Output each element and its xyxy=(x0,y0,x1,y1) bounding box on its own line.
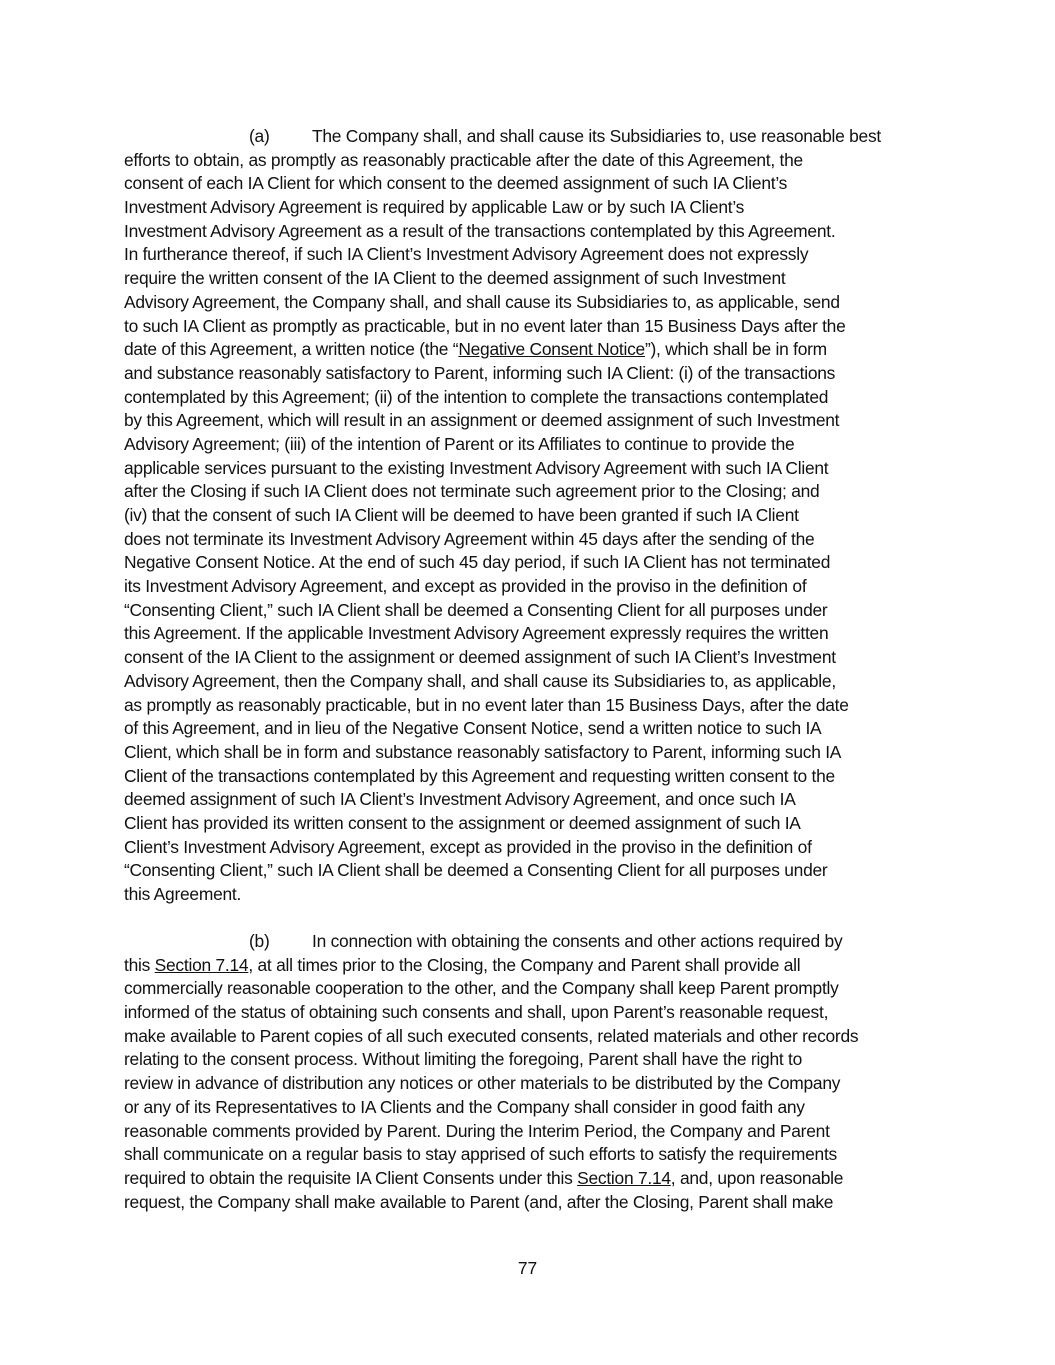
paragraph-line: (iv) that the consent of such IA Client will be deemed to have been granted if such IA Client xyxy=(124,505,799,525)
paragraph-b xyxy=(124,930,936,1214)
paragraph-line: consent of the IA Client to the assignment or deemed assignment of such IA Client’s Investment xyxy=(124,647,836,668)
paragraph-line: date of this Agreement, a written notice (the “Negative Consent Notice”), which shall be in form xyxy=(124,339,827,360)
paragraph-line: applicable services pursuant to the existing Investment Advisory Agreement with such IA Client xyxy=(124,457,829,478)
paragraph-line: Investment Advisory Agreement as a result of the transactions contemplated by this Agreement. xyxy=(124,220,836,241)
paragraph-line: this Agreement. If the applicable Investment Advisory Agreement expressly requires the written xyxy=(124,623,829,644)
paragraph-line: “Consenting Client,” such IA Client shall be deemed a Consenting Client for all purposes under xyxy=(124,860,828,881)
paragraph-line: this Agreement. xyxy=(124,884,242,904)
paragraph-line: or any of its Representatives to IA Clients and the Company shall consider in good faith any xyxy=(124,1096,805,1117)
paragraph-line: consent of each IA Client for which consent to the deemed assignment of such IA Client’s xyxy=(124,173,788,194)
paragraph-line: Client of the transactions contemplated by this Agreement and requesting written consent to the xyxy=(124,765,835,786)
paragraph-line: “Consenting Client,” such IA Client shall be deemed a Consenting Client for all purposes under xyxy=(124,599,828,620)
paragraph-line: contemplated by this Agreement; (ii) of the intention to complete the transactions contemplated xyxy=(124,386,829,407)
paragraph-line: Advisory Agreement, then the Company shall, and shall cause its Subsidiaries to, as applicable, xyxy=(124,670,836,691)
section-reference: Section 7.14 xyxy=(577,1167,671,1188)
paragraph-a xyxy=(124,125,936,907)
paragraph-line: reasonable comments provided by Parent. During the Interim Period, the Company and Parent xyxy=(124,1120,830,1141)
paragraph-label: (a) xyxy=(249,126,270,146)
paragraph-line: commercially reasonable cooperation to the other, and the Company shall keep Parent promptly xyxy=(124,978,839,999)
paragraph-line: review in advance of distribution any notices or other materials to be distributed by the Company xyxy=(124,1073,841,1094)
paragraph-line: require the written consent of the IA Client to the deemed assignment of such Investment xyxy=(124,268,786,289)
paragraph-line: its Investment Advisory Agreement, and except as provided in the proviso in the definition of xyxy=(124,576,807,597)
paragraph-line: Advisory Agreement, the Company shall, and shall cause its Subsidiaries to, as applicable, send xyxy=(124,291,840,312)
paragraph-line: In furtherance thereof, if such IA Client’s Investment Advisory Agreement does not expressly xyxy=(124,244,809,265)
paragraph-line: Client, which shall be in form and substance reasonably satisfactory to Parent, informing such IA xyxy=(124,741,842,762)
paragraph-line: to such IA Client as promptly as practicable, but in no event later than 15 Business Days after the xyxy=(124,315,846,336)
paragraph-line: make available to Parent copies of all such executed consents, related materials and other records xyxy=(124,1025,859,1046)
paragraph-line: after the Closing if such IA Client does not terminate such agreement prior to the Closing; and xyxy=(124,481,820,502)
paragraph-line: Client has provided its written consent to the assignment or deemed assignment of such IA xyxy=(124,812,801,833)
paragraph-line: informed of the status of obtaining such consents and shall, upon Parent’s reasonable request, xyxy=(124,1002,829,1023)
paragraph-line: request, the Company shall make available to Parent (and, after the Closing, Parent shall make xyxy=(124,1191,834,1212)
defined-term-negative-consent-notice: Negative Consent Notice xyxy=(458,339,645,360)
paragraph-line: does not terminate its Investment Advisory Agreement within 45 days after the sending of the xyxy=(124,528,815,549)
section-reference: Section 7.14 xyxy=(154,954,249,975)
paragraph-line: shall communicate on a regular basis to stay apprised of such efforts to satisfy the requirements xyxy=(124,1144,837,1165)
paragraph-label: (b) xyxy=(249,931,270,951)
paragraph-line: (a) The Company shall, and shall cause its Subsidiaries to, use reasonable best xyxy=(124,125,936,149)
paragraph-line: of this Agreement, and in lieu of the Negative Consent Notice, send a written notice to such IA xyxy=(124,718,822,739)
paragraph-line: efforts to obtain, as promptly as reasonably practicable after the date of this Agreement, the xyxy=(124,149,803,170)
paragraph-line: Client’s Investment Advisory Agreement, except as provided in the proviso in the definition of xyxy=(124,836,812,857)
paragraph-line: by this Agreement, which will result in an assignment or deemed assignment of such Investment xyxy=(124,410,840,431)
paragraph-line: Investment Advisory Agreement is required by applicable Law or by such IA Client’s xyxy=(124,197,745,218)
paragraph-line: relating to the consent process. Without limiting the foregoing, Parent shall have the right to xyxy=(124,1049,803,1070)
page-number: 77 xyxy=(517,1258,538,1278)
paragraph-line: and substance reasonably satisfactory to Parent, informing such IA Client: (i) of the transactions xyxy=(124,362,836,383)
paragraph-line: Negative Consent Notice. At the end of such 45 day period, if such IA Client has not terminated xyxy=(124,552,831,573)
paragraph-line: deemed assignment of such IA Client’s Investment Advisory Agreement, and once such IA xyxy=(124,789,796,810)
paragraph-line: Advisory Agreement; (iii) of the intention of Parent or its Affiliates to continue to provide the xyxy=(124,433,795,454)
paragraph-line: this Section 7.14, at all times prior to the Closing, the Company and Parent shall provide all xyxy=(124,954,801,975)
paragraph-line: (b) In connection with obtaining the consents and other actions required by xyxy=(124,930,936,954)
paragraph-line: as promptly as reasonably practicable, but in no event later than 15 Business Days, after the date xyxy=(124,694,849,715)
paragraph-line: required to obtain the requisite IA Client Consents under this Section 7.14, and, upon reasonable xyxy=(124,1167,844,1188)
